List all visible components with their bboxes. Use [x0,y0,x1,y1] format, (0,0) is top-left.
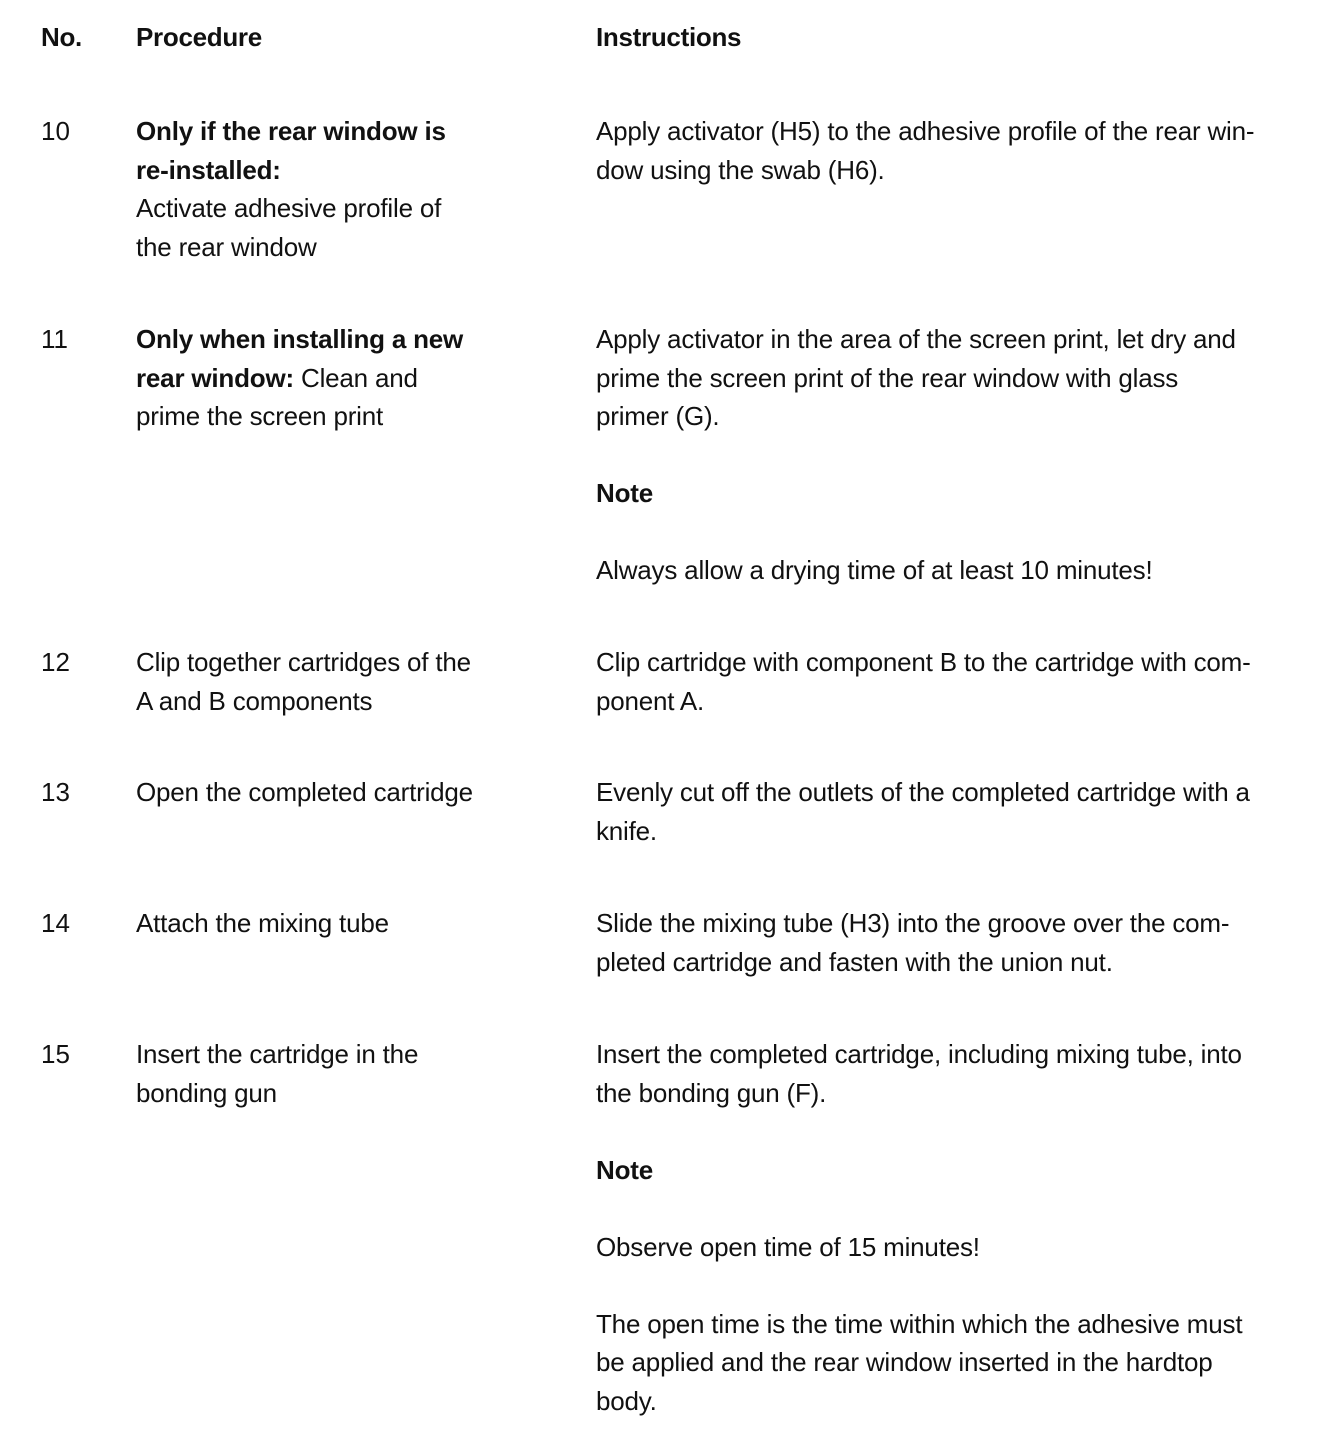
procedure-bold-line: re-installed: [136,154,281,185]
instructions-text [596,112,1306,189]
procedure-line: Clip together cartridges of the [136,647,471,677]
instruction-line: ponent A. [596,685,705,716]
instruction-line: body. [596,1385,657,1416]
header-no: No. [41,22,82,52]
procedure-bold-line: Only if the rear window is [136,116,446,146]
procedure-text [136,773,516,812]
instruction-line: knife. [596,815,657,846]
instruction-line: Apply activator in the area of the screen print, let dry and [596,324,1236,354]
procedure-line: the rear window [136,231,317,262]
instructions-text [596,320,1306,590]
instruction-line: be applied and the rear window inserted in the hardtop [596,1347,1213,1377]
procedure-text [136,1035,516,1112]
procedure-line: Attach the mixing tube [136,908,389,938]
instruction-line: dow using the swab (H6). [596,154,885,185]
instructions-text [596,773,1306,850]
instruction-line: pleted cartridge and fasten with the union nut. [596,946,1113,977]
note-label: Note [596,1154,653,1185]
instruction-line: prime the screen print of the rear window with glass [596,362,1179,393]
instruction-line: the bonding gun (F). [596,1077,827,1108]
procedure-line: prime the screen print [136,401,384,431]
instructions-text [596,1035,1306,1420]
instructions-text [596,904,1306,981]
procedure-line: bonding gun [136,1077,277,1108]
procedure-text [136,904,516,943]
instruction-line: Apply activator (H5) to the adhesive profile of the rear win- [596,116,1255,146]
instructions-text [596,643,1306,720]
step-number: 15 [41,1039,70,1069]
procedure-line: Activate adhesive profile of [136,193,442,223]
procedure-bold-line: Only when installing a new [136,324,464,354]
instruction-line: Insert the completed cartridge, including mixing tube, into [596,1039,1242,1069]
header-procedure: Procedure [136,22,262,52]
step-number: 11 [41,324,68,354]
step-number: 10 [41,116,70,146]
header-instructions: Instructions [596,22,742,52]
instruction-line: primer (G). [596,401,720,431]
procedure-line: Insert the cartridge in the [136,1039,419,1069]
instruction-line: Evenly cut off the outlets of the completed cartridge with a [596,777,1250,807]
instruction-line: Clip cartridge with component B to the cartridge with com- [596,647,1251,677]
procedure-bold-inline: rear window: [136,362,294,393]
procedure-line: A and B components [136,685,373,716]
instruction-line: Slide the mixing tube (H3) into the groove over the com- [596,908,1230,938]
note-text: Always allow a drying time of at least 10 minutes! [596,555,1153,585]
step-number: 13 [41,777,70,807]
procedure-line: Open the completed cartridge [136,777,473,807]
procedure-text [136,112,516,266]
procedure-inline: Clean and [293,362,418,393]
step-number: 14 [41,908,70,938]
instruction-line: The open time is the time within which the adhesive must [596,1308,1243,1339]
note-label: Note [596,478,653,508]
procedure-text [136,643,516,720]
procedure-text [136,320,516,436]
note-text: Observe open time of 15 minutes! [596,1231,980,1262]
step-number: 12 [41,647,70,677]
